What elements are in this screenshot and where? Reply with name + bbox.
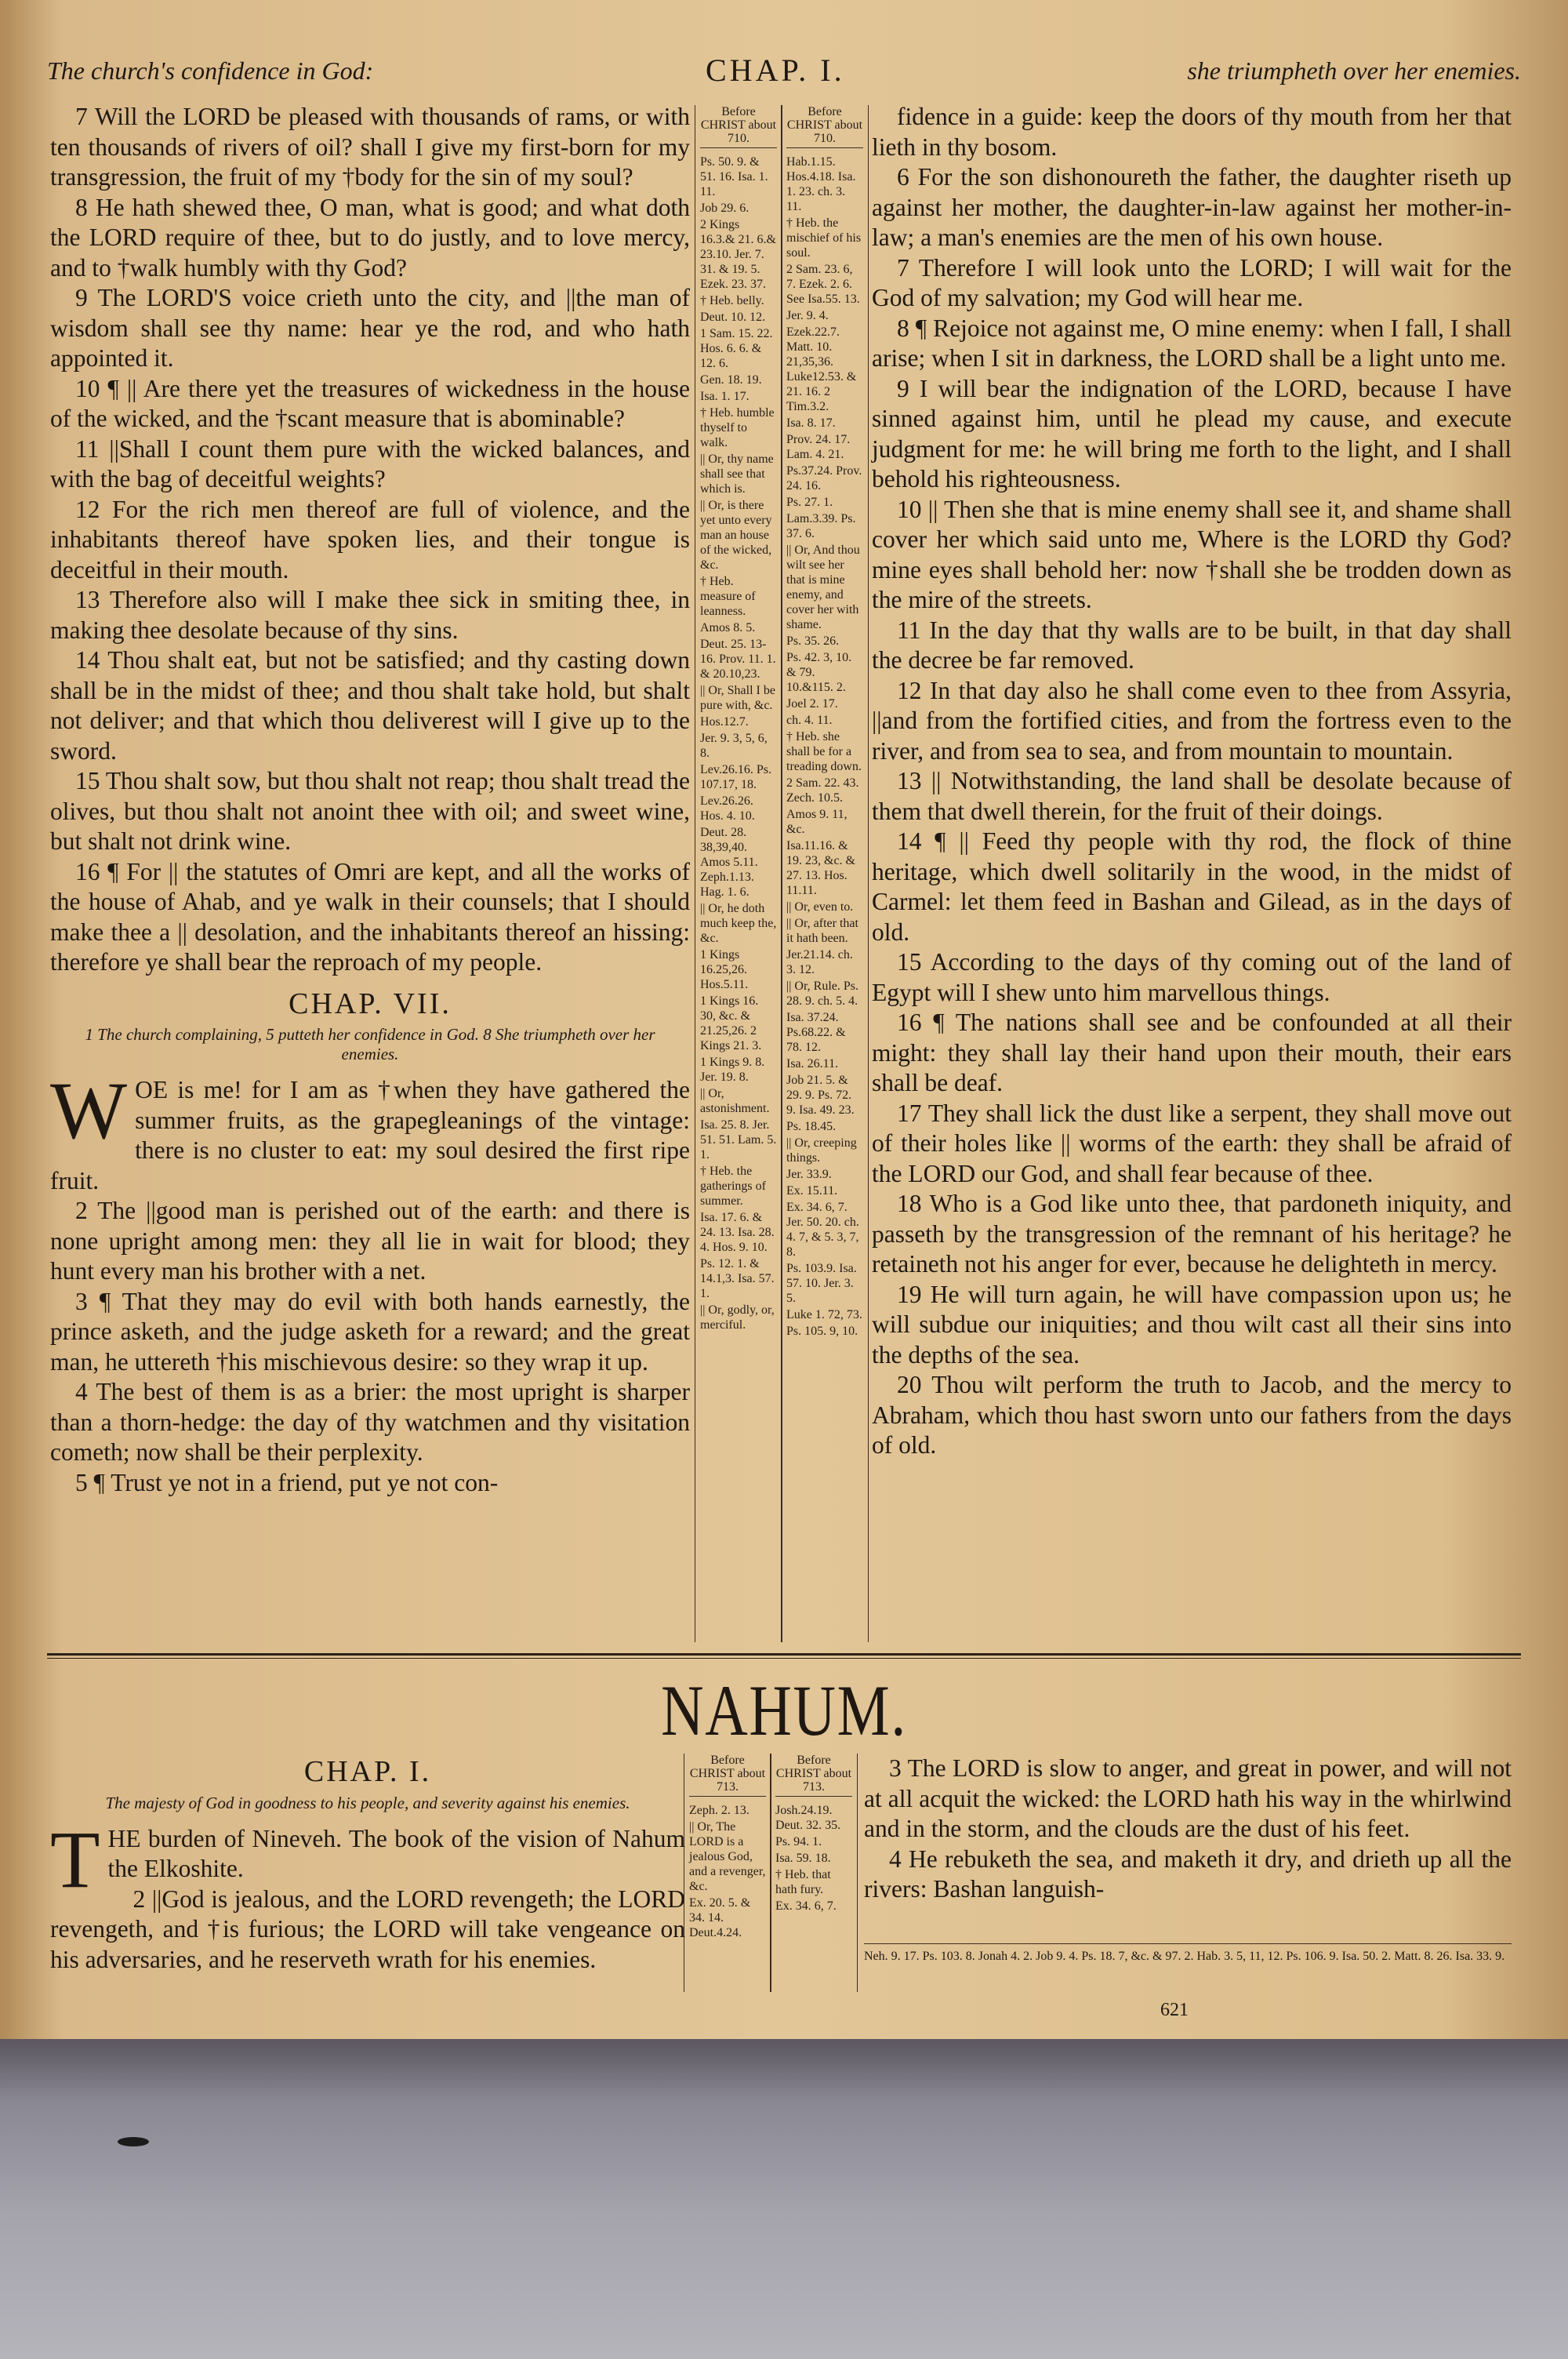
chapter-heading: CHAP. VII. — [289, 987, 452, 1020]
margin-reference: † Heb. measure of leanness. — [700, 575, 756, 618]
verse-2: 2 ||God is jealous, and the LORD revengeth; the LORD revengeth, and †is furious; the LORD will take vengeance on his adversaries, and he reserveth wrath for his enemies. — [50, 1885, 685, 1973]
margin-reference: Josh.24.19. Deut. 32. 35. — [775, 1804, 841, 1832]
verse: 2 The ||good man is perished out of the earth: and there is none upright among men: they all lie in wait for blood; they hunt every man his brother with a net. — [50, 1197, 690, 1285]
margin-reference: Jer. 9. 3, 5, 6, 8. — [700, 732, 768, 760]
margin-reference: 2 Sam. 23. 6, 7. Ezek. 2. 6. See Isa.55. 13. — [786, 263, 860, 306]
margin-reference: Deut. 28. 38,39,40. Amos 5.11. Zeph.1.13. Hag. 1. 6. — [700, 826, 758, 899]
verse-4: 4 He rebuketh the sea, and maketh it dry, and drieth up all the rivers: Bashan languish- — [864, 1845, 1512, 1903]
dark-smudge — [118, 2137, 149, 2146]
background-surface — [0, 2039, 1568, 2359]
margin-reference: Ps. 18.45. — [786, 1120, 837, 1133]
margin-reference: Isa. 1. 17. — [700, 390, 750, 403]
verse-text: HE burden of Nineveh. The book of the vision of Nahum the Elkoshite. — [107, 1824, 685, 1882]
margin-reference: Job 21. 5. & 29. 9. Ps. 72. 9. Isa. 49. 23. — [786, 1074, 855, 1117]
verse: 15 According to the days of thy coming out of the land of Egypt will I shew unto him marvellous things. — [872, 948, 1512, 1006]
micah-right-column — [872, 102, 1512, 1461]
margin-reference: Zeph. 2. 13. — [689, 1804, 750, 1817]
margin-reference: Isa.11.16. & 19. 23, &c. & 27. 13. Hos. 11.11. — [786, 839, 855, 897]
margin-reference: Hos.12.7. — [700, 715, 749, 729]
margin-reference: Isa. 59. 18. — [775, 1852, 831, 1865]
verse: 7 Therefore I will look unto the LORD; I will wait for the God of my salvation; my God will hear me. — [872, 253, 1512, 311]
chapter-summary: 1 The church complaining, 5 putteth her confidence in God. 8 She triumpheth over her enemies. — [85, 1025, 655, 1063]
verse: 12 In that day also he shall come even to thee from Assyria, ||and from the fortified cities, and from the fortress even to the river, and from sea to sea, and from mountain to mountain. — [872, 676, 1512, 765]
margin-reference: Luke 1. 72, 73. — [786, 1308, 862, 1321]
verse: 20 Thou wilt perform the truth to Jacob, and the mercy to Abraham, which thou hast sworn unto our fathers from the days of old. — [872, 1371, 1512, 1459]
margin-reference: † Heb. she shall be for a treading down. — [786, 730, 862, 773]
verse: 16 ¶ The nations shall see and be confounded at all their might: they shall lay their hand upon their mouth, their ears shall be deaf. — [872, 1009, 1512, 1096]
verse-1 — [50, 1814, 685, 1905]
running-head — [47, 50, 1521, 89]
margin-references-1 — [695, 105, 782, 1642]
margin-reference: Amos 8. 5. — [700, 621, 756, 634]
margin-reference: Amos 9. 11, &c. — [786, 808, 848, 836]
margin-references-4 — [770, 1754, 858, 1992]
verse: 10 ¶ || Are there yet the treasures of wickedness in the house of the wicked, and the †scant measure that is abominable? — [50, 374, 690, 432]
margin-reference: Jer.21.14. ch. 3. 12. — [786, 948, 853, 976]
margin-reference: || Or, The LORD is a jealous God, and a revenger, &c. — [689, 1820, 766, 1893]
margin-reference: Ex. 34. 6, 7. — [775, 1899, 837, 1913]
verse: fidence in a guide: keep the doors of thy mouth from her that lieth in thy bosom. — [872, 103, 1512, 161]
running-head-right: she triumpheth over her enemies. — [1187, 56, 1521, 85]
margin-reference: || Or, thy name shall see that which is. — [700, 453, 774, 496]
verse: 6 For the son dishonoureth the father, the daughter riseth up against her mother, the daughter-in-law against her mother-in-law; a man's enemies are the men of his own house. — [872, 163, 1512, 251]
margin-reference: Ps. 42. 3, 10. & 79. 10.&115. 2. — [786, 651, 852, 694]
margin-reference: Ps. 50. 9. & 51. 16. Isa. 1. 11. — [700, 155, 768, 198]
book-divider-rule — [47, 1653, 1521, 1659]
margin-reference: 2 Kings 16.3.& 21. 6.& 23.10. Jer. 7. 31. & 19. 5. Ezek. 23. 37. — [700, 218, 776, 291]
margin-date-head: Before CHRIST about 710. — [700, 105, 777, 148]
margin-reference: || Or, he doth much keep the, &c. — [700, 902, 777, 945]
verse: 10 || Then she that is mine enemy shall see it, and shame shall cover her which said unto me, Where is the LORD thy God? mine eyes shall behold her: now †shall she be trodden down as the mire of the streets. — [872, 495, 1512, 613]
margin-reference: Ex. 34. 6, 7. Jer. 50. 20. ch. 4. 7, & 5. 3, 7, 8. — [786, 1201, 859, 1259]
verse-1 — [50, 1066, 690, 1196]
margin-date-head: Before CHRIST about 713. — [689, 1754, 766, 1797]
footnotes: Neh. 9. 17. Ps. 103. 8. Jonah 4. 2. Job 9. 4. Ps. 18. 7, &c. & 97. 2. Hab. 3. 5, 11, 12. Ps. 106. 9. Isa. 50. 2. Matt. 8. 26. Isa. 33. 9. — [864, 1943, 1512, 1965]
verse: 7 Will the LORD be pleased with thousands of rams, or with ten thousands of rivers of oil? shall I give my first-born for my transgression, the fruit of my †body for the sin of my soul? — [50, 103, 690, 191]
chapter-heading: CHAP. I. — [303, 1755, 432, 1788]
margin-reference: Isa. 26.11. — [786, 1057, 839, 1070]
margin-reference: || Or, is there yet unto every man an house of the wicked, &c. — [700, 499, 772, 572]
margin-reference: 1 Kings 16. 30, &c. & 21.25,26. 2 Kings 21. 3. — [700, 994, 762, 1052]
verse: 4 The best of them is as a brier: the most upright is sharper than a thorn-hedge: the day of thy watchmen and thy visitation cometh; now shall be their perplexity. — [50, 1378, 690, 1466]
margin-reference: 1 Sam. 15. 22. Hos. 6. 6. & 12. 6. — [700, 327, 773, 370]
drop-cap: W — [50, 1066, 128, 1156]
margin-reference: ch. 4. 11. — [786, 714, 833, 727]
margin-references-2 — [781, 105, 869, 1642]
margin-reference: Hab.1.15. Hos.4.18. Isa. 1. 23. ch. 3. 11. — [786, 155, 856, 213]
chapter-summary: The majesty of God in goodness to his people, and severity against his enemies. — [105, 1793, 630, 1812]
verse: 8 He hath shewed thee, O man, what is good; and what doth the LORD require of thee, but to do justly, and to love mercy, and to †walk humbly with thy God? — [50, 193, 690, 282]
nahum-left-column — [50, 1754, 685, 1975]
margin-reference: Isa. 25. 8. Jer. 51. 51. Lam. 5. 1. — [700, 1118, 777, 1161]
margin-reference: || Or, after that it hath been. — [786, 917, 858, 945]
nahum-right-column — [864, 1754, 1512, 1905]
margin-reference: Ps. 94. 1. — [775, 1835, 822, 1848]
verse: 9 I will bear the indignation of the LORD, because I have sinned against him, until he plead my cause, and execute judgment for me: he will bring me forth to the light, and I shall behold his righteousness. — [872, 374, 1512, 493]
verse-3: 3 The LORD is slow to anger, and great in power, and will not at all acquit the wicked: the LORD hath his way in the whirlwind and in the storm, and the clouds are the dust of his feet. — [864, 1754, 1512, 1842]
verse: 16 ¶ For || the statutes of Omri are kept, and all the works of the house of Ahab, and ye walk in their counsels; that I should make thee a || desolation, and the inhabitants thereof an hissing: therefore ye shall bear the reproach of my people. — [50, 857, 690, 976]
margin-reference: Lev.26.26. Hos. 4. 10. — [700, 794, 755, 823]
margin-reference: || Or, even to. — [786, 900, 854, 914]
margin-reference: † Heb. that hath fury. — [775, 1868, 831, 1896]
verse: 9 The LORD'S voice crieth unto the city, and ||the man of wisdom shall see thy name: hear ye the rod, and who hath appointed it. — [50, 284, 690, 372]
book-title: NAHUM. — [661, 1670, 907, 1750]
margin-reference: Lev.26.16. Ps. 107.17, 18. — [700, 763, 771, 791]
verse: 19 He will turn again, he will have compassion upon us; he will subdue our iniquities; and thou wilt cast all their sins into the depths of the sea. — [872, 1280, 1512, 1369]
margin-reference: Isa. 8. 17. — [786, 416, 836, 430]
page-number: 621 — [1160, 2000, 1189, 2020]
margin-references-3 — [684, 1754, 771, 1992]
drop-cap: T — [50, 1814, 100, 1905]
verse: 17 They shall lick the dust like a serpent, they shall move out of their holes like || worms of the earth: they shall be afraid of the LORD our God, and shall fear because of thee. — [872, 1099, 1512, 1187]
verse: 3 ¶ That they may do evil with both hands earnestly, the prince asketh, and the judge asketh for a reward; and the great man, he uttereth †his mischievous desire: so they wrap it up. — [50, 1287, 690, 1376]
verse: 18 Who is a God like unto thee, that pardoneth iniquity, and passeth by the transgression of the remnant of his heritage? he retaineth not his anger for ever, because he delighteth in mercy. — [872, 1190, 1512, 1278]
margin-reference: Deut. 10. 12. — [700, 311, 766, 324]
margin-reference: || Or, Rule. Ps. 28. 9. ch. 5. 4. — [786, 980, 858, 1008]
margin-reference: Ezek.22.7. Matt. 10. 21,35,36. Luke12.53. & 21. 16. 2 Tim.3.2. — [786, 325, 857, 413]
margin-reference: Jer. 9. 4. — [786, 309, 829, 322]
margin-reference: Jer. 33.9. — [786, 1168, 832, 1181]
margin-reference: Ex. 15.11. — [786, 1184, 838, 1198]
running-head-chapter: CHAP. I. — [706, 53, 845, 88]
verse: 12 For the rich men thereof are full of violence, and the inhabitants thereof have spoken lies, and their tongue is deceitful in their mouth. — [50, 495, 690, 583]
verse: 14 ¶ || Feed thy people with thy rod, the flock of thine heritage, which dwell solitarily in the wood, in the midst of Carmel: let them feed in Bashan and Gilead, as in the days of old. — [872, 827, 1512, 946]
margin-reference: † Heb. the mischief of his soul. — [786, 216, 862, 260]
margin-reference: || Or, godly, or, merciful. — [700, 1303, 775, 1332]
margin-reference: Prov. 24. 17. Lam. 4. 21. — [786, 433, 851, 461]
margin-reference: Ps. 35. 26. — [786, 634, 840, 648]
verse: 14 Thou shalt eat, but not be satisfied; and thy casting down shall be in the midst of thee; and thou shalt take hold, but shalt not deliver; and that which thou deliverest will I give up to the sword. — [50, 646, 690, 765]
verse: 13 || Notwithstanding, the land shall be desolate because of them that dwell therein, for the fruit of their doings. — [872, 767, 1512, 825]
verse: 11 In the day that thy walls are to be built, in that day shall the decree be far removed. — [872, 616, 1512, 674]
verse: 5 ¶ Trust ye not in a friend, put ye not con- — [75, 1468, 499, 1496]
verse: 8 ¶ Rejoice not against me, O mine enemy: when I fall, I shall arise; when I sit in darkness, the LORD shall be a light unto me. — [872, 314, 1512, 372]
running-head-left: The church's confidence in God: — [47, 56, 374, 85]
margin-reference: Lam.3.39. Ps. 37. 6. — [786, 512, 856, 540]
margin-reference: 2 Sam. 22. 43. Zech. 10.5. — [786, 776, 859, 805]
margin-reference: Ps. 105. 9, 10. — [786, 1325, 858, 1338]
margin-reference: 1 Kings 9. 8. Jer. 19. 8. — [700, 1056, 765, 1084]
margin-reference: Ps. 12. 1. & 14.1,3. Isa. 57. 1. — [700, 1257, 775, 1300]
margin-reference: || Or, And thou wilt see her that is mine enemy, and cover her with shame. — [786, 543, 860, 631]
verse-text: OE is me! for I am as †when they have gathered the summer fruits, as the grapegleanings of the vintage: there is no cluster to eat: my soul desired the first ripe fruit. — [50, 1076, 690, 1194]
margin-reference: Job 29. 6. — [700, 202, 750, 215]
margin-date-head: Before CHRIST about 713. — [775, 1754, 852, 1797]
margin-reference: Gen. 18. 19. — [700, 373, 762, 387]
margin-reference: Isa. 37.24. Ps.68.22. & 78. 12. — [786, 1011, 846, 1054]
micah-left-column — [50, 102, 690, 1498]
margin-reference: Deut. 25. 13-16. Prov. 11. 1. & 20.10,23. — [700, 638, 776, 681]
margin-date-head: Before CHRIST about 710. — [786, 105, 863, 148]
margin-reference: Isa. 17. 6. & 24. 13. Isa. 28. 4. Hos. 9. 10. — [700, 1211, 775, 1254]
margin-reference: || Or, Shall I be pure with, &c. — [700, 684, 775, 712]
margin-reference: Ps. 27. 1. — [786, 496, 833, 509]
verse: 13 Therefore also will I make thee sick in smiting thee, in making thee desolate because of thy sins. — [50, 586, 690, 644]
margin-reference: || Or, astonishment. — [700, 1087, 770, 1115]
margin-reference: Ps.37.24. Prov. 24. 16. — [786, 464, 862, 493]
margin-reference: Ex. 20. 5. & 34. 14. Deut.4.24. — [689, 1896, 751, 1939]
margin-reference: † Heb. belly. — [700, 294, 764, 307]
verse: 15 Thou shalt sow, but thou shalt not reap; thou shalt tread the olives, but thou shalt not anoint thee with oil; and sweet wine, but shalt not drink wine. — [50, 767, 690, 855]
margin-reference: || Or, creeping things. — [786, 1136, 857, 1165]
margin-reference: Ps. 103.9. Isa. 57. 10. Jer. 3. 5. — [786, 1262, 857, 1305]
margin-reference: Joel 2. 17. — [786, 697, 838, 711]
margin-reference: † Heb. the gatherings of summer. — [700, 1165, 766, 1208]
margin-reference: 1 Kings 16.25,26. Hos.5.11. — [700, 948, 749, 991]
verse: 11 ||Shall I count them pure with the wicked balances, and with the bag of deceitful weights? — [50, 434, 690, 493]
margin-reference: † Heb. humble thyself to walk. — [700, 406, 775, 449]
